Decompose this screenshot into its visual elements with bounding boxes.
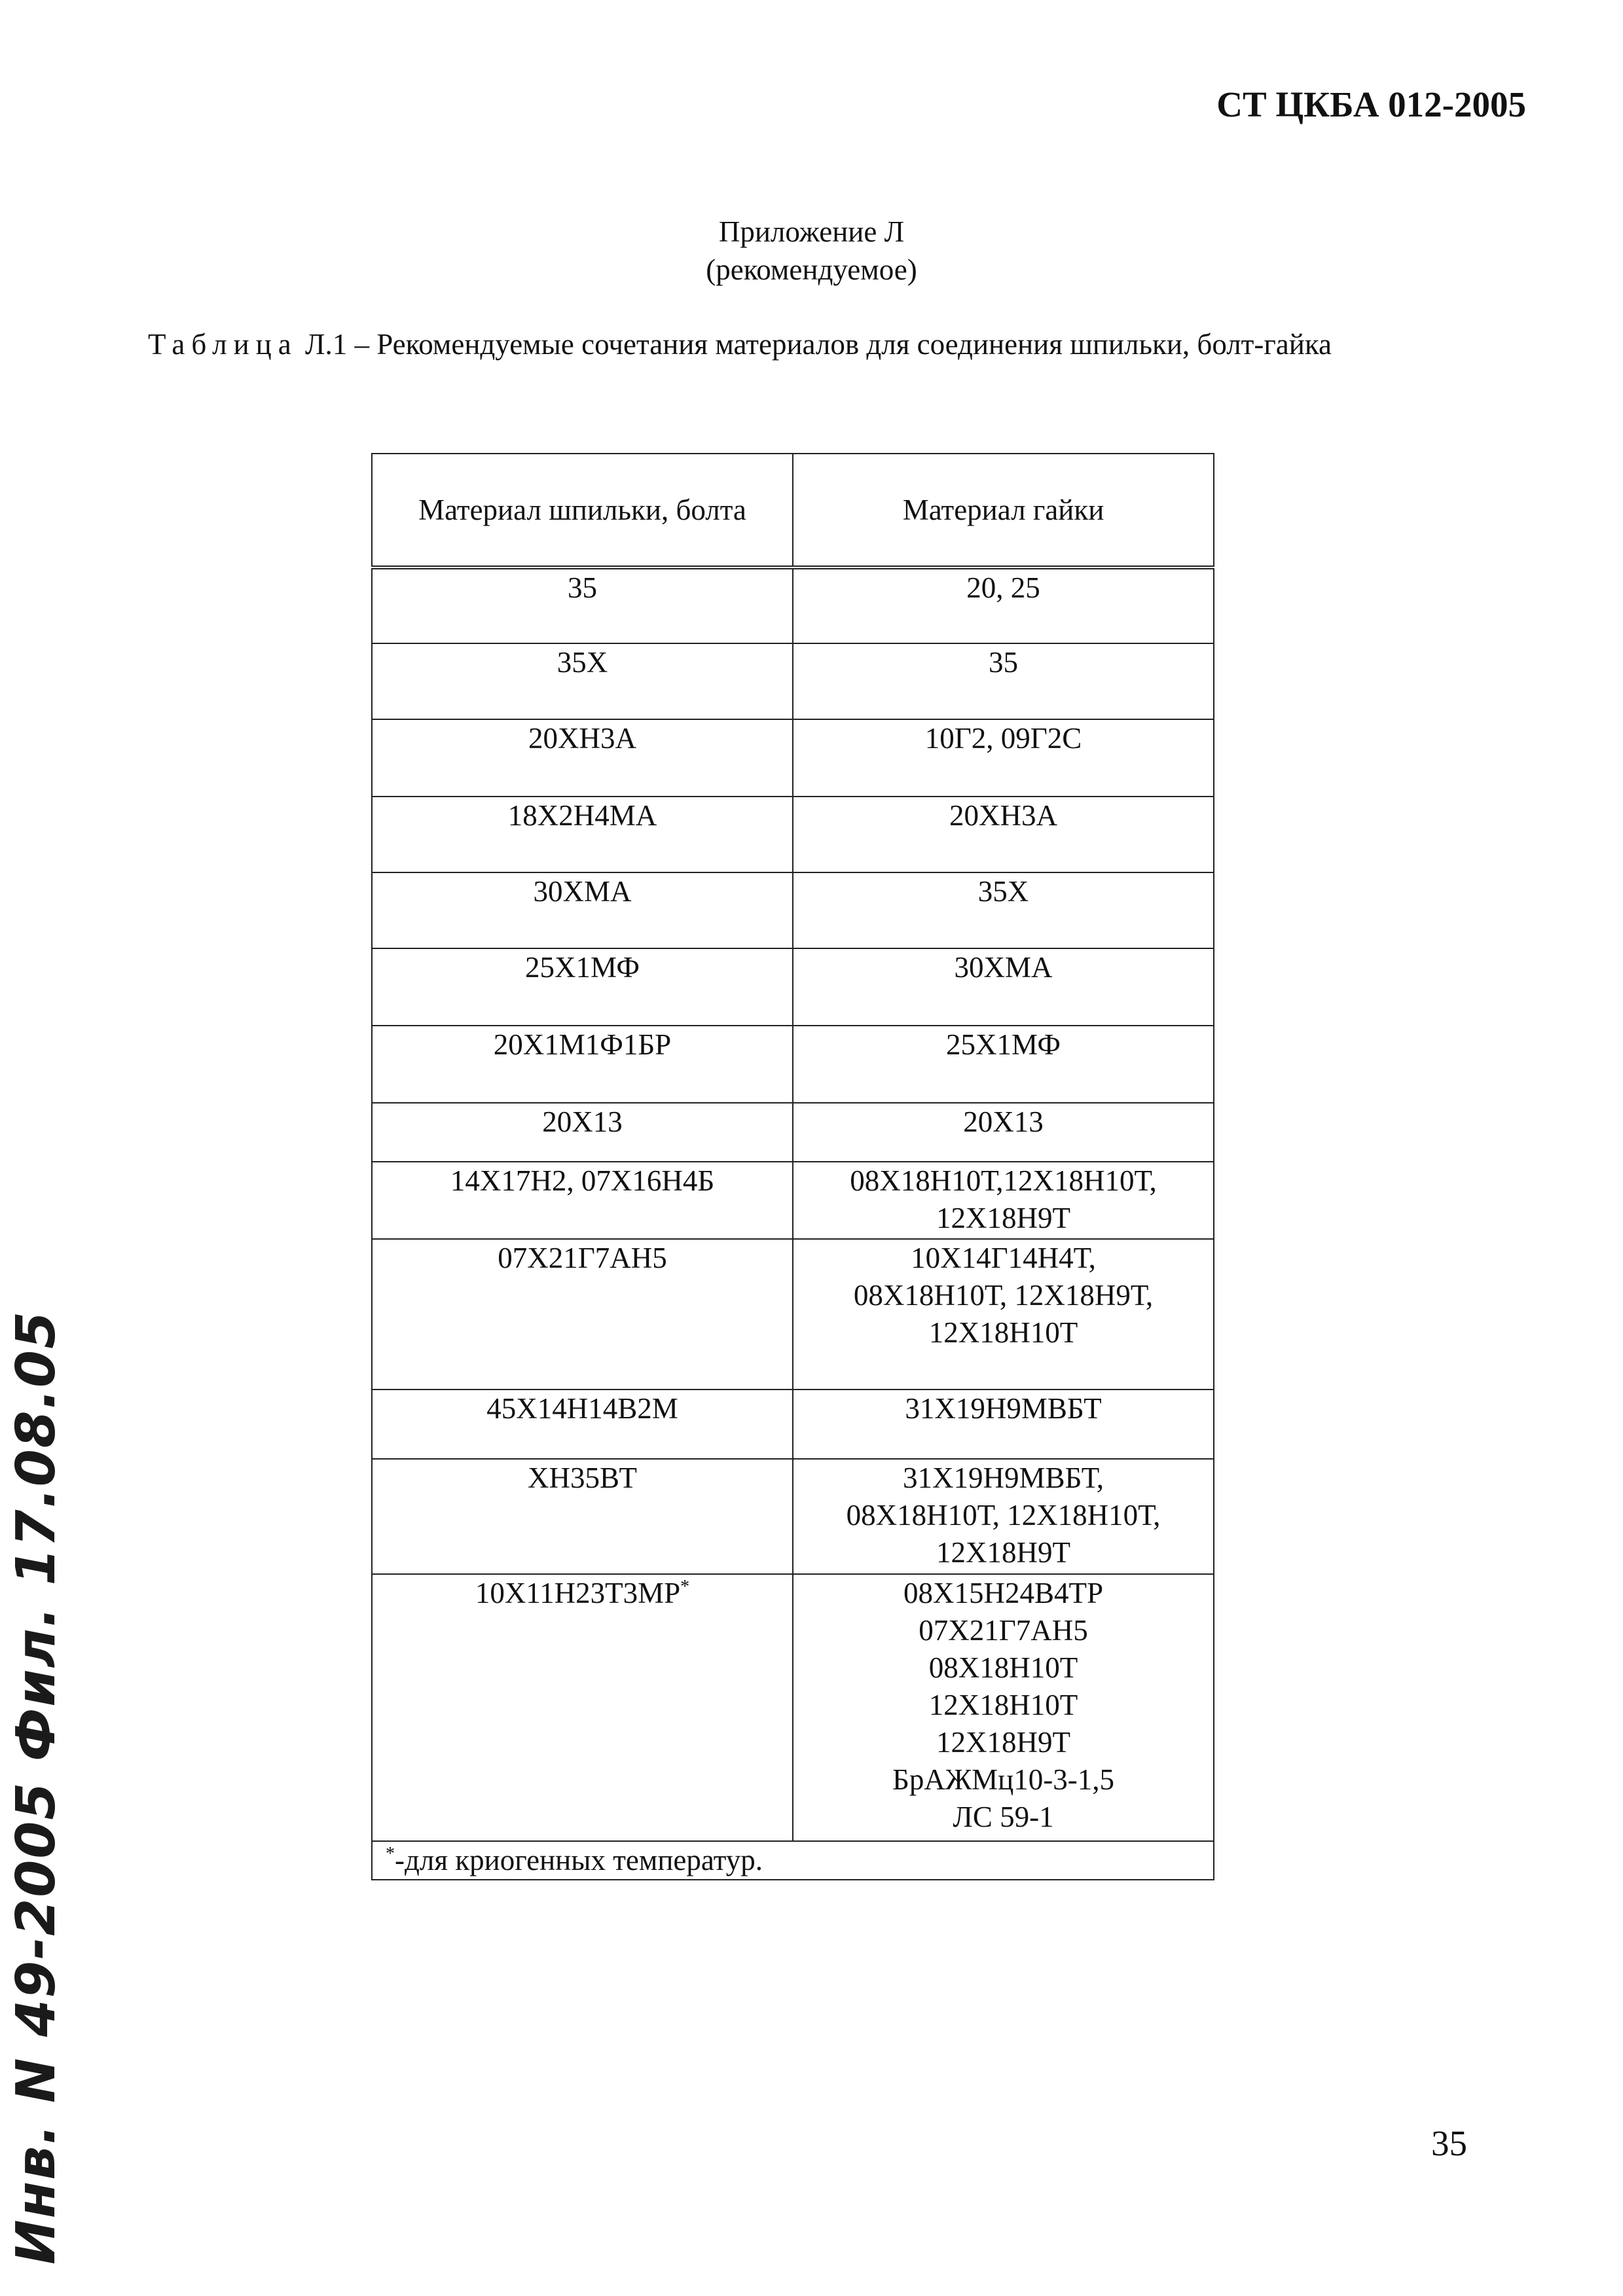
nut-material: 12Х18Н9Т: [936, 1202, 1070, 1234]
nut-material-cell: [793, 1574, 1214, 1841]
nut-material: 12Х18Н10Т: [928, 1316, 1078, 1349]
nut-material: 31Х19Н9МВБТ: [905, 1392, 1102, 1425]
nut-material-cell: [793, 872, 1214, 948]
nut-material: 12Х18Н9Т: [936, 1536, 1070, 1569]
bolt-material: 20ХН3А: [528, 722, 636, 755]
bolt-material-cell: [372, 1390, 793, 1459]
bolt-material: 35Х: [556, 646, 608, 679]
nut-material: 35: [989, 646, 1018, 679]
nut-material: 31Х19Н9МВБТ,: [902, 1462, 1104, 1494]
table-row: [372, 643, 1214, 719]
handwritten-inventory-stamp: Инв. N 49-2005 Фил. 17.08.05: [5, 1310, 67, 2265]
column-header-nut: Материал гайки: [793, 454, 1214, 567]
nut-material: 25Х1МФ: [946, 1028, 1061, 1061]
bolt-material: 14Х17Н2, 07Х16Н4Б: [450, 1164, 715, 1197]
table-caption: [148, 327, 1332, 361]
nut-material: 30ХМА: [954, 951, 1053, 984]
bolt-material-cell: [372, 1239, 793, 1390]
nut-material: 12Х18Н10Т: [928, 1689, 1078, 1721]
nut-material: 35Х: [977, 875, 1029, 908]
table-row: [372, 1162, 1214, 1239]
appendix-status: (рекомендуемое): [706, 253, 917, 286]
nut-material-cell: [793, 948, 1214, 1026]
bolt-material: ХН35ВТ: [528, 1462, 637, 1494]
appendix-title: Приложение Л: [718, 215, 905, 248]
bolt-material-cell: [372, 797, 793, 872]
table-row: [372, 1390, 1214, 1459]
footnote-cell: [372, 1841, 1214, 1880]
bolt-material: 45Х14Н14В2М: [486, 1392, 678, 1425]
table-row: [372, 948, 1214, 1026]
bolt-material-cell: [372, 948, 793, 1026]
nut-material: БрАЖМц10-3-1,5: [892, 1763, 1114, 1796]
table-row: [372, 719, 1214, 797]
nut-material-cell: [793, 1239, 1214, 1390]
bolt-material: 10Х11Н23Т3МР: [475, 1577, 681, 1609]
bolt-material: 30ХМА: [533, 875, 632, 908]
bolt-material-cell: [372, 1103, 793, 1162]
nut-material: 08Х18Н10Т,12Х18Н10Т,: [850, 1164, 1157, 1197]
nut-material: 20, 25: [966, 571, 1040, 604]
table-row: [372, 1239, 1214, 1390]
bolt-material-cell: [372, 872, 793, 948]
nut-material-cell: [793, 1459, 1214, 1574]
table-row: [372, 1103, 1214, 1162]
nut-material: 20Х13: [963, 1105, 1044, 1138]
nut-material-cell: [793, 1103, 1214, 1162]
bolt-material-cell: [372, 643, 793, 719]
footnote-mark: *: [386, 1844, 395, 1864]
table-row: [372, 872, 1214, 948]
bolt-material-cell: [372, 567, 793, 643]
bolt-material: 35: [568, 571, 597, 604]
nut-material: 07Х21Г7АН5: [919, 1614, 1088, 1647]
table-row: [372, 1026, 1214, 1103]
page-number: 35: [1431, 2123, 1467, 2163]
nut-material-cell: [793, 1162, 1214, 1239]
bolt-material-cell: [372, 1459, 793, 1574]
nut-material: 08Х15Н24В4ТР: [903, 1577, 1104, 1609]
table-row: [372, 1459, 1214, 1574]
bolt-footnote-mark: *: [680, 1577, 690, 1597]
bolt-material-cell: [372, 1026, 793, 1103]
nut-material-cell: [793, 797, 1214, 872]
nut-material: ЛС 59-1: [953, 1801, 1054, 1833]
table-row: [372, 797, 1214, 872]
column-header-bolt: Материал шпильки, болта: [372, 454, 793, 567]
bolt-material: 20Х1М1Ф1БР: [493, 1028, 672, 1061]
nut-material-cell: [793, 1026, 1214, 1103]
document-code: СТ ЦКБА 012-2005: [1216, 84, 1526, 124]
table-header-row: [372, 454, 1214, 567]
nut-material: 20ХН3А: [949, 799, 1057, 832]
table-row: [372, 1574, 1214, 1841]
bolt-material: 25Х1МФ: [525, 951, 640, 984]
nut-material: 10Г2, 09Г2С: [924, 722, 1082, 755]
nut-material-cell: [793, 643, 1214, 719]
bolt-material: 20Х13: [542, 1105, 623, 1138]
appendix-heading: [0, 213, 1623, 289]
nut-material-cell: [793, 1390, 1214, 1459]
bolt-material-cell: [372, 1162, 793, 1239]
nut-material: 10Х14Г14Н4Т,: [911, 1242, 1096, 1274]
table-caption-text: Л.1 – Рекомендуемые сочетания материалов для соединения шпильки, болт-гайка: [297, 328, 1332, 361]
bolt-material: 07Х21Г7АН5: [498, 1242, 667, 1274]
table-caption-label: Таблица: [148, 328, 298, 361]
table-row: [372, 567, 1214, 643]
footnote-text: -для криогенных температур.: [395, 1844, 763, 1876]
footnote-row: [372, 1841, 1214, 1880]
nut-material: 12Х18Н9Т: [936, 1726, 1070, 1759]
nut-material: 08Х18Н10Т, 12Х18Н9Т,: [853, 1279, 1154, 1312]
bolt-material: 18Х2Н4МА: [507, 799, 657, 832]
materials-table: [371, 453, 1214, 1880]
nut-material: 08Х18Н10Т, 12Х18Н10Т,: [846, 1499, 1161, 1532]
bolt-material-cell: [372, 1574, 793, 1841]
bolt-material-cell: [372, 719, 793, 797]
nut-material-cell: [793, 719, 1214, 797]
nut-material: 08Х18Н10Т: [928, 1651, 1078, 1684]
nut-material-cell: [793, 567, 1214, 643]
table-body: [372, 567, 1214, 1841]
